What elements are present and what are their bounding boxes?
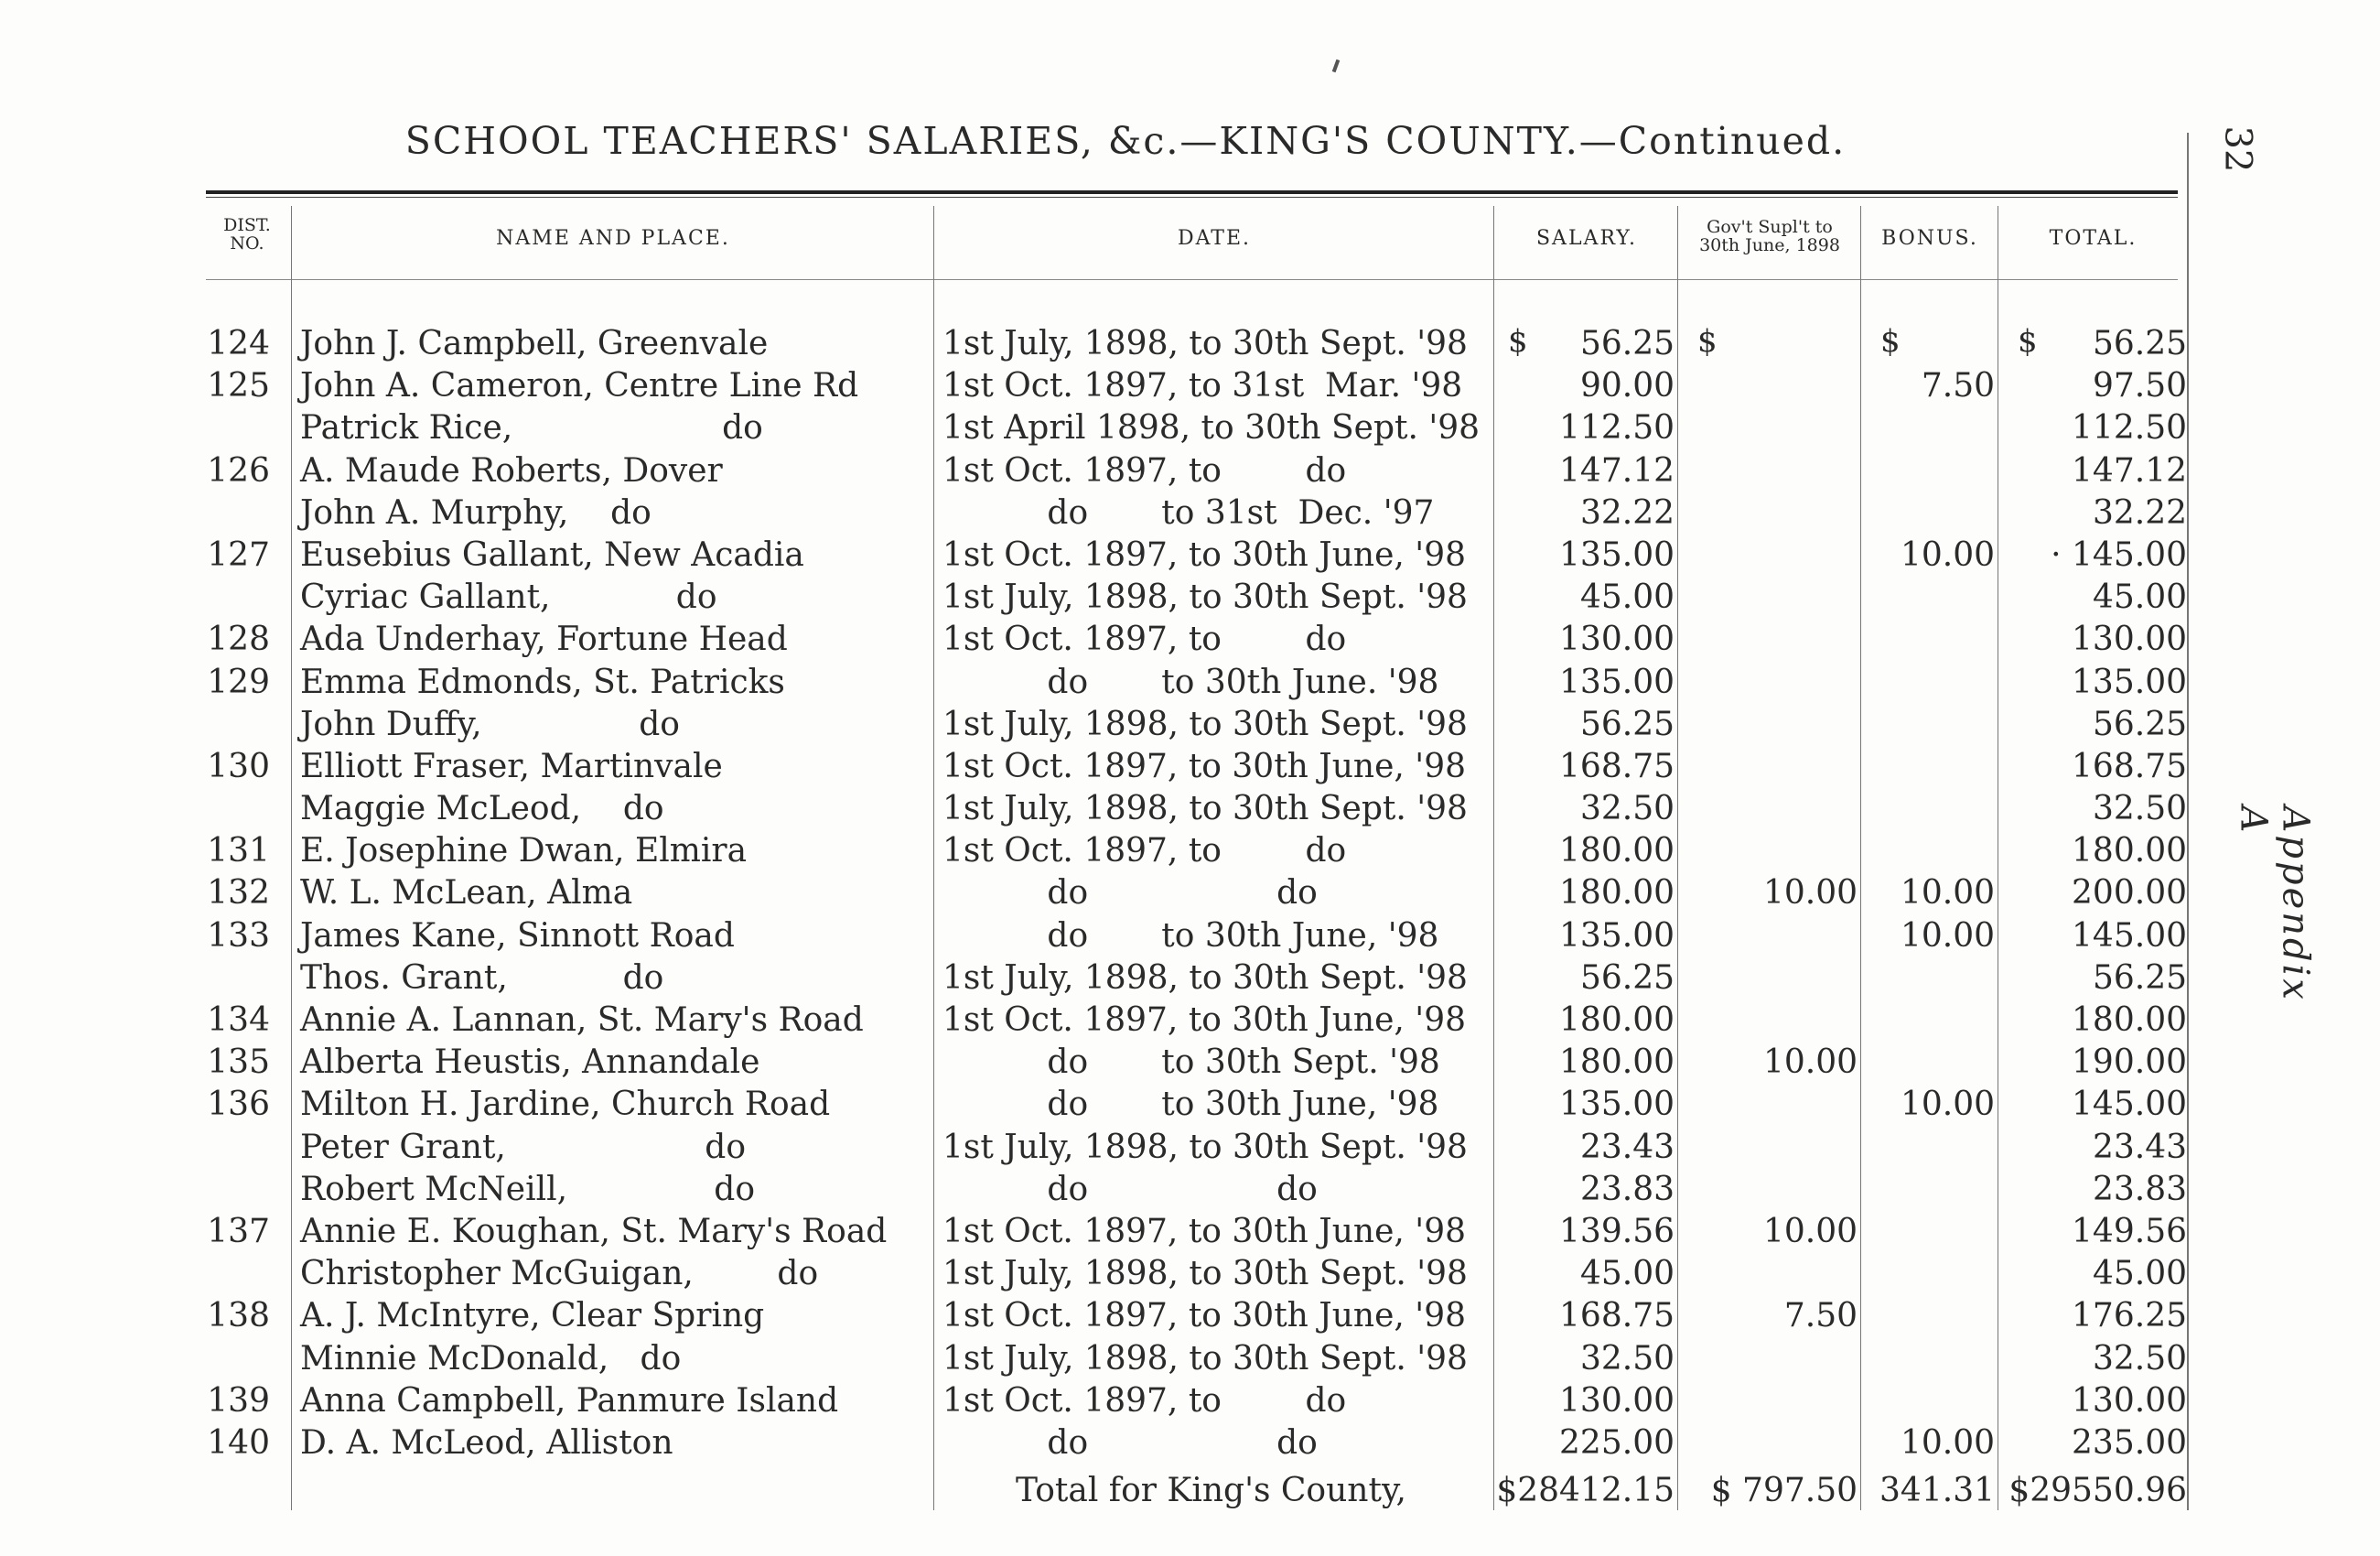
header-gov-suppl (1679, 218, 1860, 254)
row-total: 190.00 (2072, 1043, 2187, 1082)
row-salary: 56.25 (1579, 958, 1675, 997)
table-row (0, 1295, 2196, 1337)
row-total: 149.56 (2072, 1212, 2187, 1250)
header-bonus: BONUS. (1881, 227, 1978, 250)
row-salary: 180.00 (1559, 1001, 1675, 1039)
row-date: 1st July, 1898, to 30th Sept. '98 (942, 958, 1468, 997)
header-salary: SALARY. (1535, 227, 1638, 250)
table-row (0, 704, 2196, 746)
row-salary: 32.22 (1579, 493, 1675, 532)
row-salary: 225.00 (1559, 1423, 1675, 1462)
row-name-place: Anna Campbell, Panmure Island (300, 1381, 839, 1420)
row-name-place: Thos. Grant, do (300, 958, 664, 997)
row-salary: 32.50 (1579, 790, 1675, 828)
row-name-place: Peter Grant, do (300, 1128, 747, 1166)
row-name-place: John Duffy, do (300, 705, 680, 743)
row-salary: 168.75 (1559, 747, 1675, 785)
row-name-place: Annie E. Koughan, St. Mary's Road (300, 1212, 888, 1250)
totals-label: Total for King's County, (1016, 1472, 1406, 1509)
row-salary: 56.25 (1579, 705, 1675, 743)
table-row (0, 746, 2196, 788)
totals-row (0, 1472, 2196, 1514)
row-date: 1st Oct. 1897, to do (942, 1381, 1347, 1420)
row-total: 23.43 (2092, 1128, 2187, 1166)
table-row (0, 1211, 2196, 1253)
row-dist-no: 140 (207, 1423, 270, 1462)
table-row (0, 1084, 2196, 1126)
row-name-place: Maggie McLeod, do (300, 790, 664, 828)
row-total: 180.00 (2072, 1001, 2187, 1039)
row-name-place: Ada Underhay, Fortune Head (300, 621, 788, 659)
row-date: 1st Oct. 1897, to 30th June, '98 (942, 535, 1467, 574)
row-dist-no: 133 (207, 916, 270, 955)
row-total: 130.00 (2072, 1381, 2187, 1420)
row-salary: 147.12 (1559, 451, 1675, 490)
row-salary: 168.75 (1559, 1297, 1675, 1335)
totals-bonus: 341.31 (1879, 1472, 1995, 1509)
row-date: 1st July, 1898, to 30th Sept. '98 (942, 705, 1468, 743)
table-row (0, 1042, 2196, 1084)
header-total: TOTAL. (2049, 227, 2138, 250)
row-name-place: Patrick Rice, do (300, 409, 763, 448)
row-name-place: John J. Campbell, Greenvale (300, 325, 769, 362)
row-date: do do (942, 1170, 1318, 1208)
row-total: 112.50 (2072, 409, 2187, 448)
header-rule-thick (206, 190, 2178, 194)
table-row (0, 577, 2196, 619)
row-dist-no: 137 (207, 1212, 270, 1250)
row-bonus: 10.00 (1900, 916, 1995, 955)
dollar-sign: $ (1508, 323, 1528, 360)
row-total: 23.83 (2092, 1170, 2187, 1208)
row-dist-no: 136 (207, 1086, 270, 1124)
row-name-place: Cyriac Gallant, do (300, 578, 717, 617)
row-total: 45.00 (2092, 1255, 2187, 1293)
header-gov-line1: Gov't Supl't to (1707, 217, 1833, 237)
appendix-label: Appendix A (2232, 805, 2317, 1002)
table-row (0, 1380, 2196, 1422)
row-dist-no: 139 (207, 1381, 270, 1420)
row-name-place: Robert McNeill, do (300, 1170, 755, 1208)
row-gov-suppl: 10.00 (1762, 1212, 1858, 1250)
row-bonus: 10.00 (1900, 1423, 1995, 1462)
row-date: 1st Oct. 1897, to 30th June, '98 (942, 1212, 1467, 1250)
row-salary: 112.50 (1559, 409, 1675, 448)
row-total: 145.00 (2072, 1086, 2187, 1124)
row-total: 56.25 (2092, 325, 2187, 362)
row-dist-no: 124 (207, 325, 270, 362)
row-date: 1st July, 1898, to 30th Sept. '98 (942, 790, 1468, 828)
row-bonus: 10.00 (1900, 874, 1995, 913)
row-date: 1st July, 1898, to 30th Sept. '98 (942, 1128, 1468, 1166)
row-name-place: Christopher McGuigan, do (300, 1255, 819, 1293)
row-date: 1st Oct. 1897, to do (942, 832, 1347, 870)
table-row (0, 1127, 2196, 1169)
row-total: 45.00 (2092, 578, 2187, 617)
row-salary: 90.00 (1579, 367, 1675, 405)
row-salary: 135.00 (1559, 916, 1675, 955)
table-row (0, 365, 2196, 407)
row-total: 56.25 (2092, 705, 2187, 743)
table-row (0, 830, 2196, 872)
table-row (0, 915, 2196, 957)
row-date: do to 30th June. '98 (942, 663, 1439, 701)
row-dist-no: 126 (207, 451, 270, 490)
row-total: 147.12 (2072, 451, 2187, 490)
row-total: 235.00 (2072, 1423, 2187, 1462)
row-gov-suppl: 7.50 (1783, 1297, 1858, 1335)
row-date: 1st July, 1898, to 30th Sept. '98 (942, 325, 1468, 362)
row-name-place: D. A. McLeod, Alliston (300, 1423, 673, 1462)
row-dist-no: 129 (207, 663, 270, 701)
table-row (0, 407, 2196, 449)
row-salary: 180.00 (1559, 1043, 1675, 1082)
row-date: do to 31st Dec. '97 (942, 493, 1435, 532)
row-name-place: A. Maude Roberts, Dover (300, 451, 723, 490)
row-date: 1st Oct. 1897, to 30th June, '98 (942, 747, 1467, 785)
page-title: SCHOOL TEACHERS' SALARIES, &c.—KING'S COUNTY.—Continued. (404, 119, 1847, 163)
row-gov-suppl: 10.00 (1762, 1043, 1858, 1082)
row-total: 200.00 (2072, 874, 2187, 913)
row-dist-no: 127 (207, 535, 270, 574)
table-row (0, 872, 2196, 914)
table-row (0, 535, 2196, 577)
row-dist-no: 135 (207, 1043, 270, 1082)
row-total: 176.25 (2072, 1297, 2187, 1335)
row-name-place: Minnie McDonald, do (300, 1339, 682, 1378)
row-total: 56.25 (2092, 958, 2187, 997)
row-date: 1st July, 1898, to 30th Sept. '98 (942, 1339, 1468, 1378)
row-bonus: 10.00 (1900, 1086, 1995, 1124)
row-date: 1st July, 1898, to 30th Sept. '98 (942, 578, 1468, 617)
row-salary: 130.00 (1559, 1381, 1675, 1420)
row-name-place: Emma Edmonds, St. Patricks (300, 663, 785, 701)
row-name-place: E. Josephine Dwan, Elmira (300, 832, 748, 870)
row-total: 97.50 (2092, 367, 2187, 405)
row-salary: 180.00 (1559, 832, 1675, 870)
row-salary: 56.25 (1579, 325, 1675, 362)
row-date: 1st Oct. 1897, to 30th June, '98 (942, 1297, 1467, 1335)
dollar-sign: $ (2018, 323, 2038, 360)
header-dist-line1: DIST. (223, 215, 271, 235)
row-gov-suppl: 10.00 (1762, 874, 1858, 913)
header-name-place: NAME AND PLACE. (496, 227, 730, 250)
row-dist-no: 125 (207, 367, 270, 405)
row-date: 1st Oct. 1897, to do (942, 621, 1347, 659)
totals-salary: $28412.15 (1496, 1472, 1675, 1509)
page-mark (1332, 59, 1341, 73)
row-dist-no: 132 (207, 874, 270, 913)
row-total: 32.22 (2092, 493, 2187, 532)
row-salary: 139.56 (1559, 1212, 1675, 1250)
row-name-place: Elliott Fraser, Martinvale (300, 747, 723, 785)
table-row (0, 323, 2196, 365)
totals-total: $29550.96 (2008, 1472, 2187, 1509)
salary-table-body (0, 323, 2196, 1464)
row-salary: 135.00 (1559, 663, 1675, 701)
row-date: 1st Oct. 1897, to 30th June, '98 (942, 1001, 1467, 1039)
row-total: 135.00 (2072, 663, 2187, 701)
table-row (0, 450, 2196, 492)
row-dist-no: 131 (207, 832, 270, 870)
row-salary: 23.43 (1579, 1128, 1675, 1166)
row-date: do do (942, 1423, 1318, 1462)
table-row (0, 1338, 2196, 1380)
row-date: 1st Oct. 1897, to do (942, 451, 1347, 490)
dollar-sign: $ (1697, 323, 1718, 360)
table-row (0, 1253, 2196, 1295)
table-row (0, 788, 2196, 830)
row-salary: 180.00 (1559, 874, 1675, 913)
row-salary: 130.00 (1559, 621, 1675, 659)
table-row (0, 492, 2196, 535)
row-date: 1st July, 1898, to 30th Sept. '98 (942, 1255, 1468, 1293)
row-date: do to 30th June, '98 (942, 1086, 1439, 1124)
row-salary: 23.83 (1579, 1170, 1675, 1208)
header-rule-bottom (206, 279, 2178, 280)
row-total: 130.00 (2072, 621, 2187, 659)
table-row (0, 619, 2196, 661)
row-name-place: W. L. McLean, Alma (300, 874, 633, 913)
row-name-place: Alberta Heustis, Annandale (300, 1043, 760, 1082)
row-name-place: John A. Cameron, Centre Line Rd (300, 367, 859, 405)
row-dist-no: 130 (207, 747, 270, 785)
row-name-place: John A. Murphy, do (300, 493, 652, 532)
row-dist-no: 134 (207, 1001, 270, 1039)
header-date: DATE. (1177, 227, 1252, 250)
totals-gov: $ 797.50 (1710, 1472, 1858, 1509)
row-date: do to 30th June, '98 (942, 916, 1439, 955)
table-row (0, 1422, 2196, 1464)
header-dist-no (206, 216, 288, 253)
row-name-place: Milton H. Jardine, Church Road (300, 1086, 831, 1124)
row-dist-no: 128 (207, 621, 270, 659)
table-row (0, 662, 2196, 704)
row-bonus: 10.00 (1900, 535, 1995, 574)
row-name-place: A. J. McIntyre, Clear Spring (300, 1297, 765, 1335)
row-bonus: 7.50 (1921, 367, 1995, 405)
row-name-place: Eusebius Gallant, New Acadia (300, 535, 804, 574)
row-date: 1st Oct. 1897, to 31st Mar. '98 (942, 367, 1463, 405)
page-number: 32 (2216, 125, 2259, 173)
row-total: 32.50 (2092, 1339, 2187, 1378)
row-total: 32.50 (2092, 790, 2187, 828)
row-salary: 45.00 (1579, 578, 1675, 617)
header-rule-thin (206, 197, 2178, 198)
row-total: 145.00 (2072, 916, 2187, 955)
row-date: do do (942, 874, 1318, 913)
table-row (0, 1000, 2196, 1042)
row-name-place: James Kane, Sinnott Road (300, 916, 735, 955)
row-salary: 45.00 (1579, 1255, 1675, 1293)
header-dist-line2: NO. (230, 233, 264, 254)
row-total: 180.00 (2072, 832, 2187, 870)
row-name-place: Annie A. Lannan, St. Mary's Road (300, 1001, 864, 1039)
dollar-sign: $ (1880, 323, 1901, 360)
row-salary: 135.00 (1559, 1086, 1675, 1124)
table-row (0, 1169, 2196, 1211)
row-salary: 135.00 (1559, 535, 1675, 574)
row-total: 168.75 (2072, 747, 2187, 785)
header-gov-line2: 30th June, 1898 (1699, 235, 1840, 255)
row-date: do to 30th Sept. '98 (942, 1043, 1440, 1082)
row-dist-no: 138 (207, 1297, 270, 1335)
row-date: 1st April 1898, to 30th Sept. '98 (942, 409, 1481, 448)
table-row (0, 957, 2196, 1000)
row-salary: 32.50 (1579, 1339, 1675, 1378)
row-total: · 145.00 (2051, 535, 2187, 574)
